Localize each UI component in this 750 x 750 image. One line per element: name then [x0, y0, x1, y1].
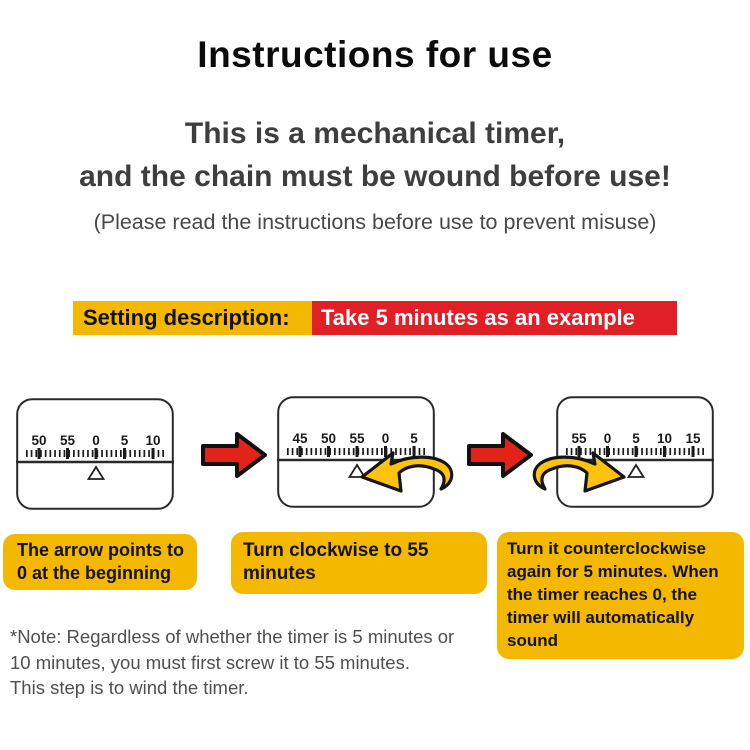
timer-dial-step-1-illustration	[16, 398, 174, 510]
dial-label: 55	[571, 431, 587, 446]
next-step-arrow-icon	[199, 429, 269, 481]
subtitle	[0, 112, 750, 198]
caution-note: (Please read the instructions before use to prevent misuse)	[93, 210, 657, 234]
footnote-line-2: 10 minutes, you must first screw it to 55 minutes.	[10, 651, 410, 673]
dial-label: 5	[410, 431, 418, 446]
subtitle-line-1: This is a mechanical timer,	[184, 117, 566, 150]
setting-banner-value: Take 5 minutes as an example	[312, 301, 677, 335]
dial-label: 5	[632, 431, 640, 446]
dial-label: 50	[320, 431, 337, 446]
subtitle-line-2: and the chain must be wound before use!	[79, 160, 671, 193]
footnote-line-1: *Note: Regardless of whether the timer is 5 minutes or	[10, 626, 455, 647]
rotate-counterclockwise-arrow-icon	[522, 432, 630, 500]
setting-banner	[73, 301, 677, 335]
dial-label: 15	[685, 431, 701, 446]
dial-label: 10	[656, 431, 673, 446]
dial-label: 0	[92, 433, 100, 448]
step-caption-1: The arrow points to 0 at the beginning	[3, 534, 197, 590]
rotate-clockwise-arrow-icon	[356, 432, 464, 500]
footnote	[10, 624, 480, 701]
dial-label: 5	[120, 433, 129, 448]
step-caption-3: Turn it counterclockwise again for 5 minutes. When the timer reaches 0, the timer will automatically sound	[497, 532, 744, 659]
dial-label: 55	[349, 431, 365, 446]
step-caption-2: Turn clockwise to 55 minutes	[231, 532, 487, 594]
dial-label: 0	[603, 431, 612, 446]
footnote-line-3: This step is to wind the timer.	[10, 677, 249, 699]
dial-label: 10	[145, 433, 161, 448]
dial-label: 45	[292, 431, 308, 446]
dial-label: 50	[31, 433, 47, 448]
setting-banner-label: Setting description:	[73, 301, 312, 335]
page-title: Instructions for use	[197, 34, 553, 75]
dial-label: 0	[381, 431, 390, 446]
dial-label: 55	[59, 433, 76, 448]
